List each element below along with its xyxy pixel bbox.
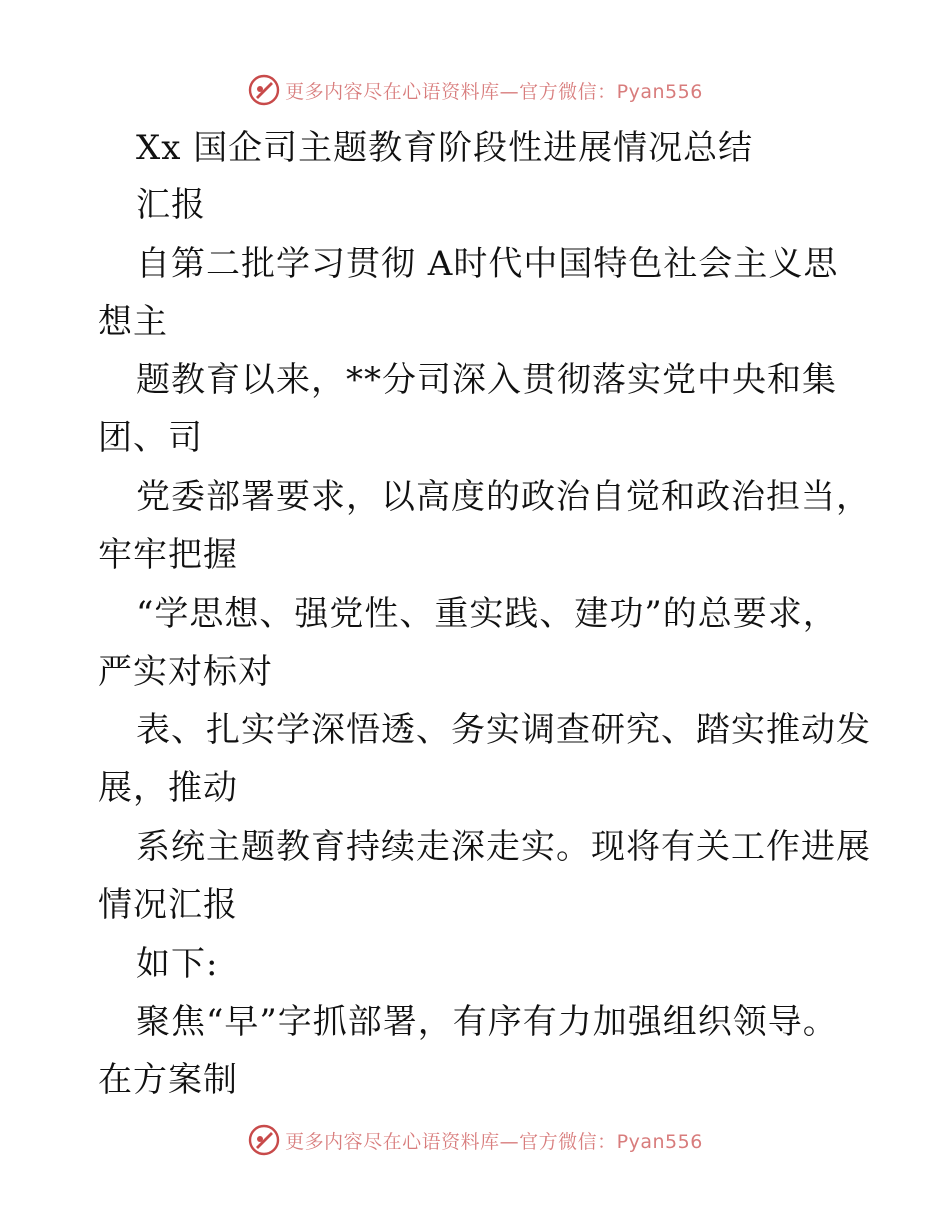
watermark-separator: — <box>499 1130 520 1153</box>
doc-title-line: Xx 国企司主题教育阶段性进展情况总结 <box>136 128 754 168</box>
doc-line: 如下: <box>136 944 219 984</box>
doc-line: 展，推动 <box>98 768 238 808</box>
doc-line: “学思想、强党性、重实践、建功”的总要求， <box>136 594 838 634</box>
doc-line: 汇报 <box>136 185 206 225</box>
doc-line: 牢牢把握 <box>98 535 238 575</box>
doc-line: 题教育以来，**分司深入贯彻落实党中央和集 <box>136 360 837 400</box>
doc-line: 系统主题教育持续走深走实。现将有关工作进展 <box>136 827 871 867</box>
watermark-separator: — <box>499 80 520 103</box>
doc-line: 在方案制 <box>98 1060 238 1100</box>
doc-line: 严实对标对 <box>98 652 273 692</box>
watermark-contact: 官方微信：Pyan556 <box>519 1130 703 1153</box>
doc-line: 情况汇报 <box>98 885 238 925</box>
doc-line: 表、扎实学深悟透、务实调查研究、踏实推动发 <box>136 710 871 750</box>
quill-seal-icon <box>247 73 281 107</box>
doc-line: 自第二批学习贯彻 A时代中国特色社会主义思 <box>136 244 839 284</box>
watermark-banner-top <box>0 70 950 110</box>
quill-seal-icon <box>247 1123 281 1157</box>
doc-line: 团、司 <box>98 418 203 458</box>
watermark-banner-bottom <box>0 1120 950 1160</box>
watermark-site: 更多内容尽在心语资料库 <box>285 1130 500 1153</box>
doc-line: 想主 <box>98 302 168 342</box>
doc-line: 聚焦“早”字抓部署，有序有力加强组织领导。 <box>136 1002 838 1042</box>
watermark-text <box>285 1127 703 1154</box>
watermark-contact: 官方微信：Pyan556 <box>519 80 703 103</box>
doc-line: 党委部署要求，以高度的政治自觉和政治担当， <box>136 477 871 517</box>
watermark-text <box>285 77 703 104</box>
watermark-site: 更多内容尽在心语资料库 <box>285 80 500 103</box>
